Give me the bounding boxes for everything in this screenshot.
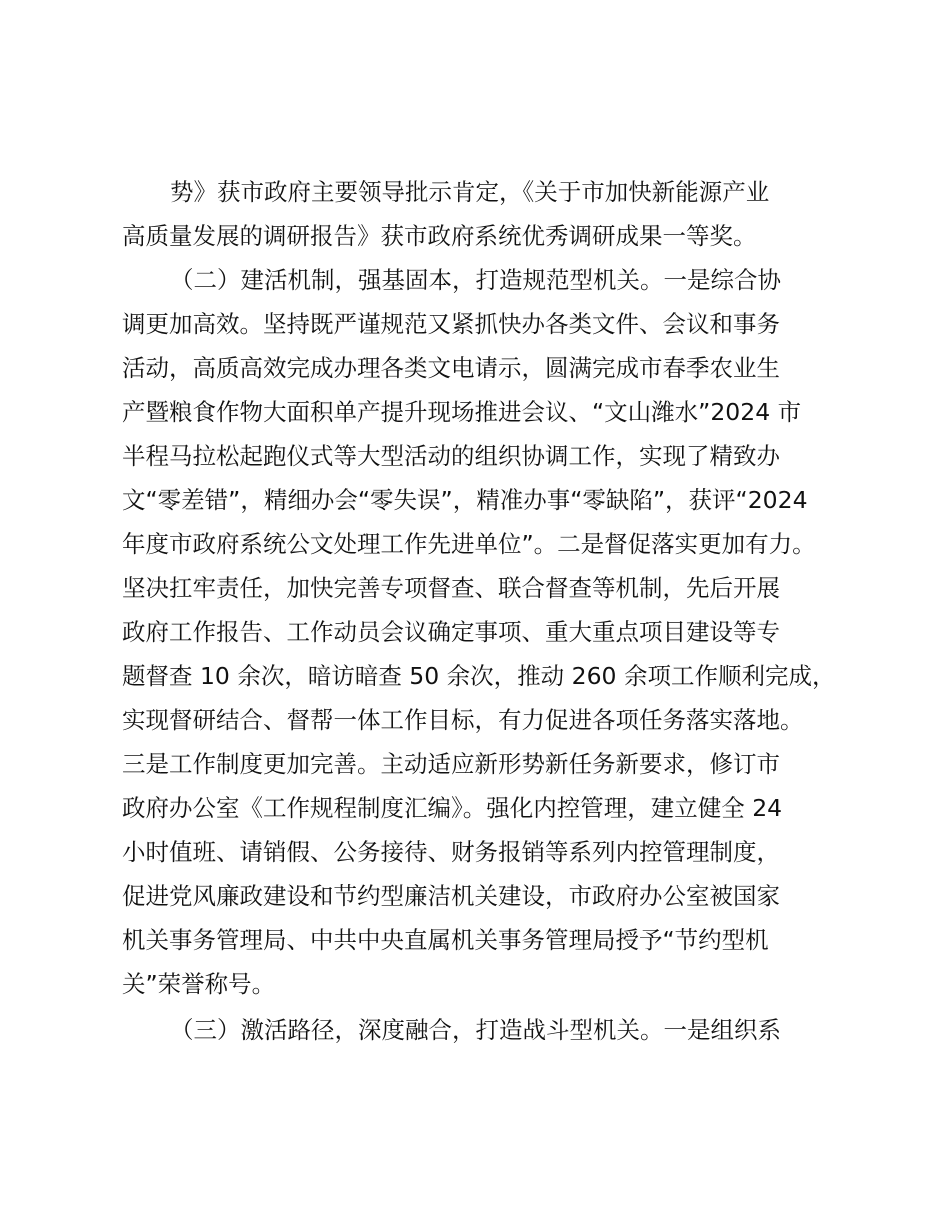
section-heading-line: （二）建活机制，强基固本，打造规范型机关。一是综合协 [170,266,781,294]
text-line: 年度市政府系统公文处理工作先进单位”。二是督促落实更加有力。 [122,530,816,558]
text-line: 政府工作报告、工作动员会议确定事项、重大重点项目建设等专 [122,618,780,646]
text-line: 小时值班、请销假、公务接待、财务报销等系列内控管理制度， [122,838,780,866]
text-line: 促进党风廉政建设和节约型廉洁机关建设，市政府办公室被国家 [122,882,780,910]
text-line: 实现督研结合、督帮一体工作目标，有力促进各项任务落实落地。 [122,706,804,734]
text-line: 高质量发展的调研报告》获市政府系统优秀调研成果一等奖。 [122,222,757,250]
text-line: 半程马拉松起跑仪式等大型活动的组织协调工作，实现了精致办 [122,442,780,470]
text-line: 机关事务管理局、中共中央直属机关事务管理局授予“节约型机 [122,926,769,954]
text-line: 势》获市政府主要领导批示肯定，《关于市加快新能源产业 [170,178,770,206]
text-line: 坚决扛牢责任，加快完善专项督查、联合督查等机制，先后开展 [122,574,780,602]
text-line: 三是工作制度更加完善。主动适应新形势新任务新要求，修订市 [122,750,780,778]
section-heading-line: （三）激活路径，深度融合，打造战斗型机关。一是组织系 [170,1016,781,1044]
text-line: 活动，高质高效完成办理各类文电请示，圆满完成市春季农业生 [122,354,780,382]
text-line: 文“零差错”，精细办会“零失误”，精准办事“零缺陷”，获评“2024 [122,486,808,514]
text-line: 题督查 10 余次，暗访暗查 50 余次，推动 260 余项工作顺利完成， [122,662,836,690]
text-line: 关”荣誉称号。 [122,970,276,998]
text-line: 政府办公室《工作规程制度汇编》。强化内控管理，建立健全 24 [122,794,783,822]
text-line: 调更加高效。坚持既严谨规范又紧抓快办各类文件、会议和事务 [122,310,780,338]
text-line: 产暨粮食作物大面积单产提升现场推进会议、“文山潍水”2024 市 [122,398,802,426]
